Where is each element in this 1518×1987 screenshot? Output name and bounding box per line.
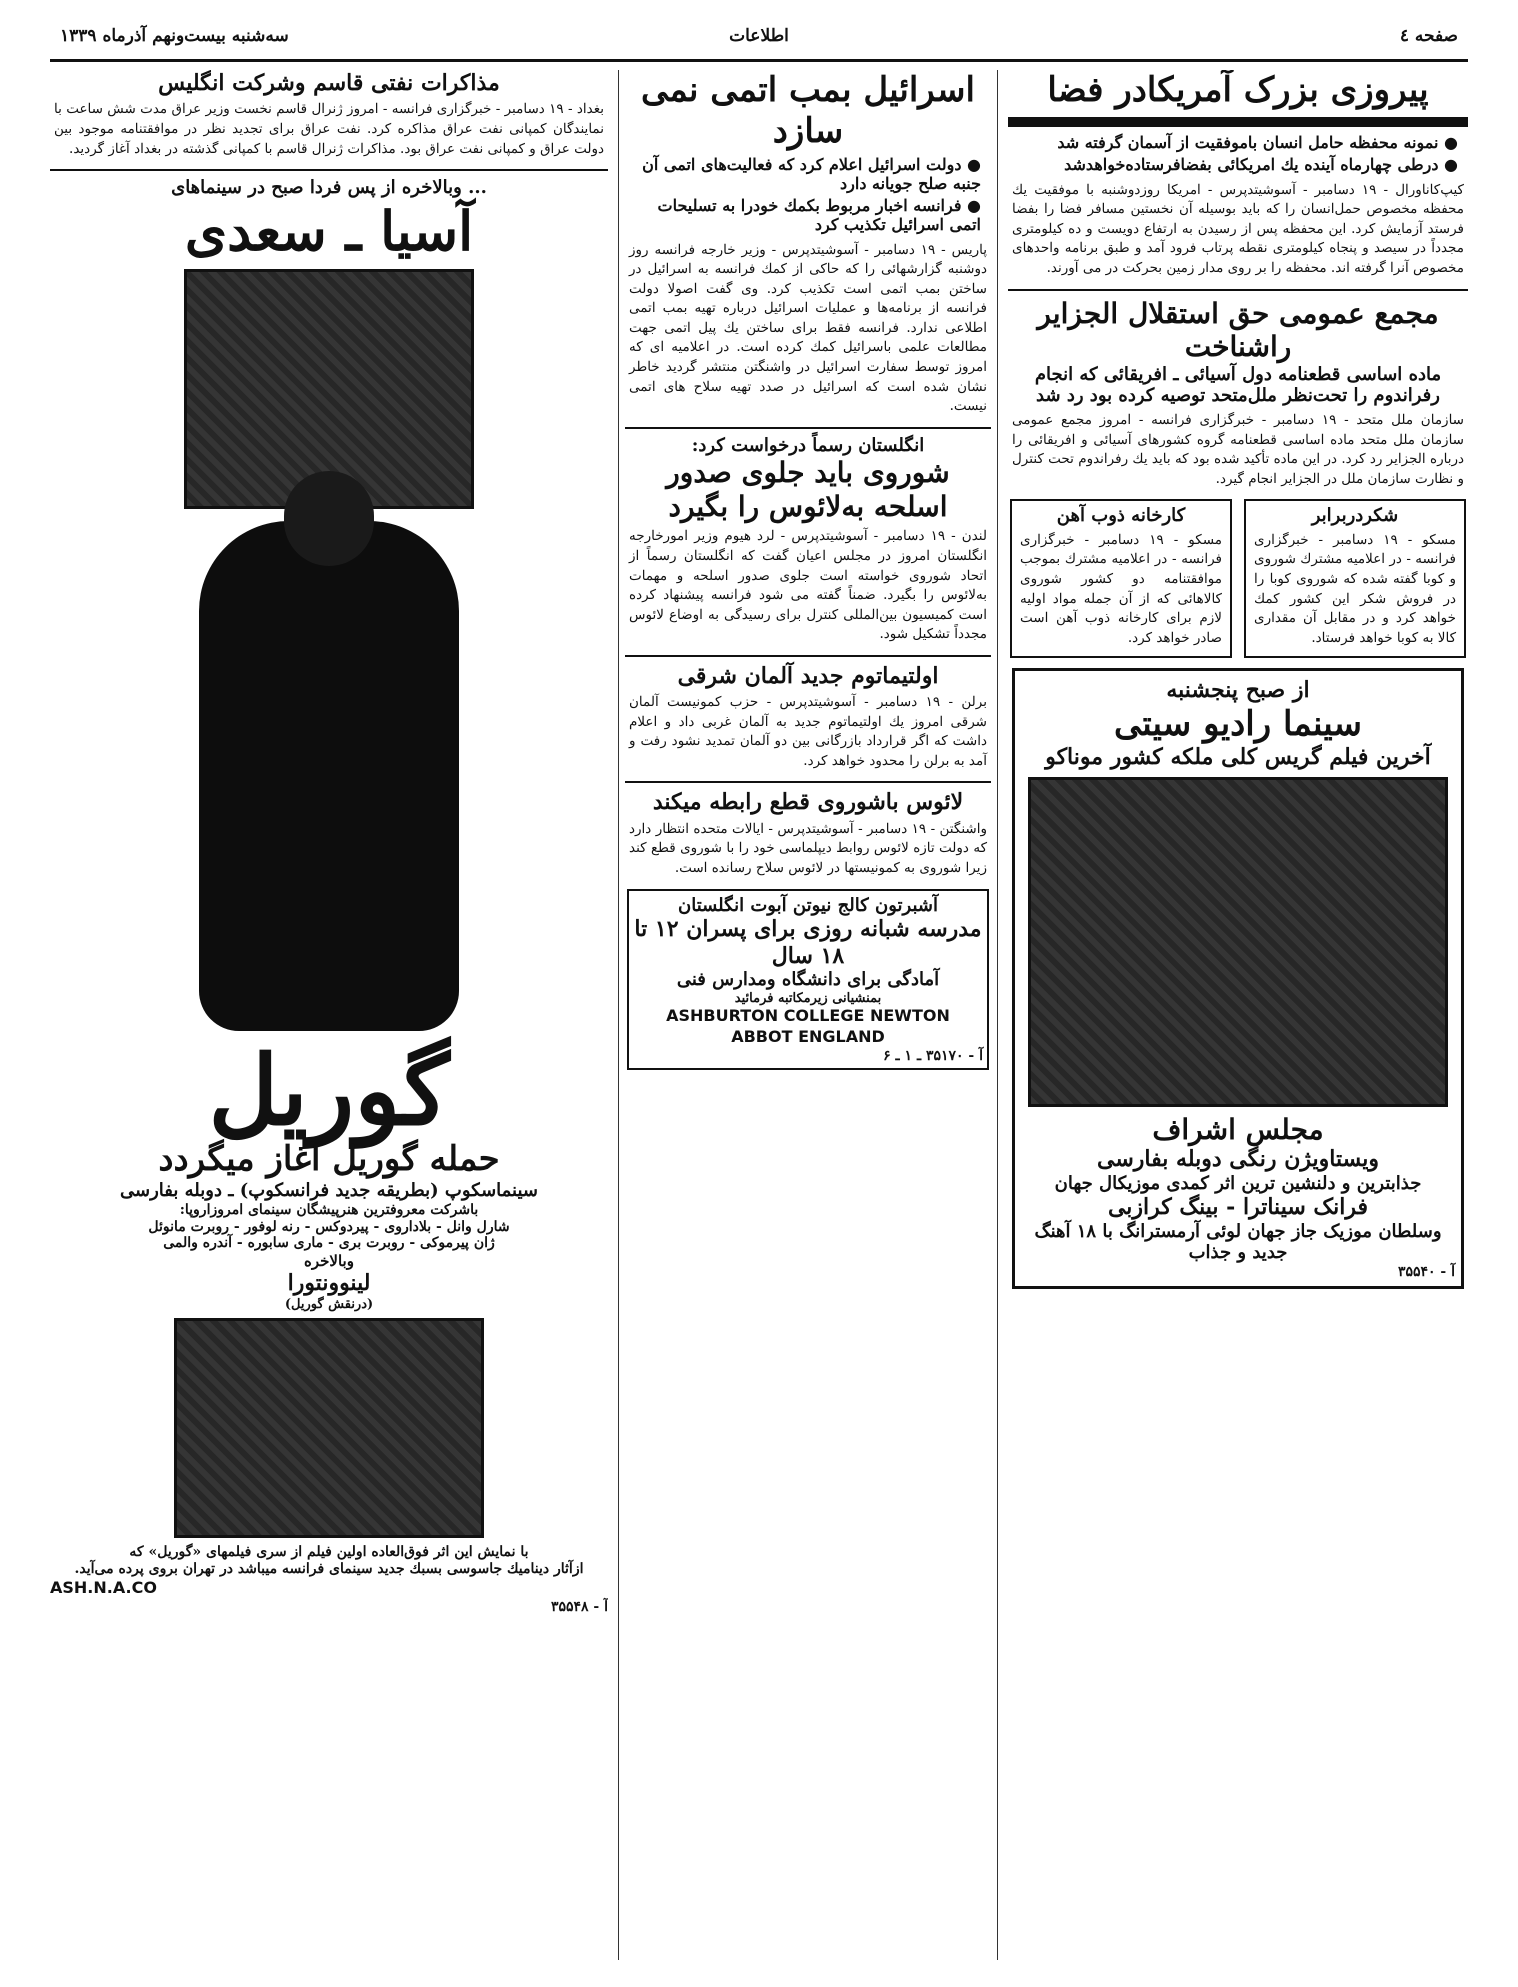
article-laos-soviet: واشنگتن - ۱۹ دسامبر - آسوشیتدپرس - ایالات متحده انتظار دارد که دولت تازه لائوس روابط دیپلماسی خود را با شوروی قطع کند زیرا شوروی به کمونیستها در لائوس سلاح رسانده است. bbox=[629, 820, 987, 876]
masthead bbox=[50, 22, 1468, 62]
bullet-israel-2: ● فرانسه اخبار مربوط بکمك خودرا به تسلیحات اتمی اسرائیل تکذیب کرد bbox=[625, 196, 981, 234]
article-east-germany: برلن - ۱۹ دسامبر - آسوشیتدپرس - حزب کمونیست آلمان شرقی امروز یك اولتیماتوم جدید به آلمان غربی داد و اعلام داشت که اگر قرارداد بازرگانی بین دو آلمان تمدید نشود رفت و آمد به برلن را محدود خواهد کرد. bbox=[629, 694, 987, 769]
divider bbox=[50, 169, 608, 171]
box-steel-body: مسکو - ۱۹ دسامبر - خبرگزاری فرانسه - در اعلامیه مشترك بموجب موافقتنامه دو کشور شوروی کالاهائی که از آن جمله مواد اولیه لازم برای کارخانه ذوب آهن است صادر خواهد کرد. bbox=[1020, 531, 1222, 646]
article-space: کیپ‌کاناورال - ۱۹ دسامبر - آسوشیتدپرس - امریکا روزدوشنبه با موفقیت یك محفظه مخصوص حمل‌انسان را كه باید بوسیله آن نخستین مسافر فضا را بفضا فرستد آزمایش کرد. این محفظه پس از رسیدن به ارتفاع دویست و ده کیلومتری مجدداً در سیصد و پنجاه کیلومتری نقطه پرتاب فرود آمد و طبق برنامه واحدهای مخصوص آنرا گرفته اند. محفظه را بر روی مدار زمین بحرکت در می آورند. bbox=[1012, 181, 1464, 277]
headline-laos-soviet: لائوس باشوروی قطع رابطه میکند bbox=[652, 789, 964, 816]
ad-gorilla-line1: حمله گوریل آغاز میگردد bbox=[158, 1139, 500, 1180]
ad-ashburton-sub: آمادگی برای دانشگاه ومدارس فنی bbox=[676, 968, 940, 990]
headline-east-germany: اولتیماتوم جدید آلمان شرقی bbox=[677, 662, 939, 689]
bullet-2: ● درطی چهارماه آینده یك امریكائی بفضافرستاده‌خواهدشد bbox=[1008, 155, 1458, 174]
ad-gorilla-foot2: ازآثار دینامیك جاسوسی بسبك جدید سینمای فرانسه میباشد در تهران بروی پرده می‌آید. bbox=[74, 1561, 584, 1578]
ad-radio-title: سینما رادیو سیتی bbox=[1113, 703, 1363, 744]
ad-gorilla-star: لینوونتورا bbox=[287, 1270, 371, 1297]
headline-israel: اسرائیل بمب اتمی نمی سازد bbox=[641, 70, 975, 151]
headline-space: پیروزی بزرک آمریکادر فضا bbox=[1047, 70, 1429, 110]
ad-radio-desc: جذابترین و دلنشین ترین اثر کمدی موزیکال جهان bbox=[1054, 1172, 1422, 1194]
ad-gorilla-photo-2 bbox=[174, 1318, 484, 1538]
ad-gorilla-tel: آ - ۳۵۵۴۸ bbox=[550, 1598, 608, 1615]
article-iraq: بغداد - ۱۹ دسامبر - خبرگزاری فرانسه - امروز ژنرال قاسم نخست وزیر عراق مدت شش ساعت با نمایندگان کمپانی نفت عراق مذاکره کرد. نفت عراق برای تجدید نظر در موافقتنامه موجود بین دولت عراق و کمپانی نفت عراق بود. مذاکرات ژنرال قاسم با کمپانی گذشته در بغداد آغاز گردید. bbox=[54, 101, 604, 157]
box-sugar-title: شکردربرابر bbox=[1311, 505, 1399, 527]
headline-laos: شوروی باید جلوی صدور اسلحه به‌لائوس را بگیرد bbox=[666, 456, 950, 523]
newspaper-page bbox=[50, 70, 1468, 1960]
ad-gorilla-role: (درنقش گوریل) bbox=[284, 1296, 374, 1312]
ad-ashburton-note: بمنشیانی زیرمکاتبه فرمائید bbox=[734, 990, 882, 1006]
headline-iraq: مذاکرات نفتی قاسم وشرکت انگلیس bbox=[158, 70, 500, 96]
ad-gorilla-title: گوریل bbox=[208, 1034, 450, 1148]
short-news-row bbox=[1008, 493, 1468, 664]
ad-radio-pre: از صبح پنجشنبه bbox=[1166, 677, 1310, 704]
ad-gorilla-cast1: شارل وانل - بلاداروی - پیردوکس - رنه لوفور - روبرت مانوئل bbox=[148, 1218, 510, 1235]
ad-radio-cast: فرانک سیناترا - بینگ کرازبی bbox=[1107, 1194, 1369, 1221]
bullet-1: ● نمونه محفظه حامل انسان باموفقیت از آسمان گرفته شد bbox=[1008, 133, 1458, 152]
headline-bar bbox=[1008, 117, 1468, 127]
kicker-laos: انگلستان رسماً درخواست کرد: bbox=[691, 434, 925, 456]
ad-radio-line: آخرین فیلم گریس کلی ملکه کشور موناکو bbox=[1045, 744, 1431, 771]
ad-gorilla-cast2: ژان پیرموکی - روبرت بری - ماری سابوره - آندره والمی bbox=[163, 1235, 495, 1252]
ad-ashburton-head: آشبرتون کالج نیوتن آبوت انگلستان bbox=[677, 894, 938, 916]
ad-radio-city bbox=[1012, 668, 1464, 1289]
bullet-israel-1: ● دولت اسرائیل اعلام کرد که فعالیت‌های اتمی آن جنبه صلح جویانه دارد bbox=[625, 155, 981, 193]
ad-gorilla-and: وبالاخره bbox=[304, 1252, 354, 1271]
divider bbox=[625, 427, 991, 429]
box-steel-title: کارخانه ذوب آهن bbox=[1056, 505, 1186, 527]
ad-ashburton-eng-1: ASHBURTON COLLEGE NEWTON bbox=[666, 1006, 950, 1026]
article-israel: پاریس - ۱۹ دسامبر - آسوشیتدپرس - وزیر خارجه فرانسه روز دوشنبه گزارشهائی را که حاکی از کمك فرانسه به اسرائیل در ساختن بمب اتمی است تکذیب کرد. وی گفت اصولا دولت فرانسه از برنامه‌ها و عملیات اسرائیل درباره تهیه بمب اتمی اطلاعی ندارد. فرانسه فقط برای ساختن یك پیل اتمی جهت مطالعات علمی باسرائیل کمك کرده است. در اعلامیه ای که امروز توسط سفارت اسرائیل در واشنگتن منتشر گردید خاطر نشان شده است که اسرائیل در صدد تهیه سلاح های اتمی نیست. bbox=[629, 241, 987, 415]
ad-ashburton-title: مدرسه شبانه روزی برای پسران ۱۲ تا ۱۸ سال bbox=[634, 916, 982, 969]
article-algeria: سازمان ملل متحد - ۱۹ دسامبر - خبرگزاری فرانسه - امروز مجمع عمومی سازمان ملل متحد ماده اساسی قطعنامه گروه کشورهای آسیائی و افریقائی را درباره الجزایر رد کرد. در این ماده تأکید شده بود که باید یك رفراندوم تحت کنترل و نظارت سازمان ملل در الجزایر انجام گیرد. bbox=[1012, 411, 1464, 487]
page-number: صفحه ٤ bbox=[1399, 26, 1458, 46]
column-middle bbox=[618, 70, 998, 1960]
ad-radio-cast2: وسلطان موزیک جاز جهان لوئی آرمسترانگ با ۱۸ آهنگ جدید و جذاب bbox=[1034, 1220, 1442, 1264]
ad-gorilla-line3: باشرکت معروفترین هنرپیشگان سینمای امروزاروپا: bbox=[179, 1201, 479, 1218]
ad-gorilla-pre: ... وبالاخره از پس فردا صبح در سینماهای bbox=[171, 177, 487, 199]
ad-radio-format: ویستاویژن رنگی دوبله بفارسی bbox=[1097, 1146, 1379, 1173]
ad-gorilla-cinemas: آسیا ـ سعدی bbox=[184, 198, 474, 263]
ad-gorilla-agency: ASH.N.A.CO bbox=[50, 1577, 157, 1597]
gorilla-figure bbox=[199, 521, 459, 1031]
box-sugar bbox=[1244, 499, 1466, 658]
ad-gorilla-line2: سینماسکوپ (بطریقه جدید فرانسکوپ) ـ دوبله بفارسی bbox=[119, 1180, 538, 1202]
ad-gorilla-foot1: با نمایش این اثر فوق‌العاده اولین فیلم از سری فیلمهای «گوریل» که bbox=[129, 1544, 529, 1561]
headline-algeria: مجمع عمومی حق استقلال الجزایر راشناخت bbox=[1037, 296, 1439, 364]
box-steel bbox=[1010, 499, 1232, 658]
subhead-algeria: ماده اساسی قطعنامه دول آسیائی ـ افریقائی که انجام رفراندوم را تحت‌نظر ملل‌متحد توصیه کرده بود رد شد bbox=[1034, 363, 1442, 407]
ad-radio-movie: مجلس اشراف bbox=[1152, 1112, 1324, 1146]
ad-radio-tel: آ - ۳۵۵۴۰ bbox=[1397, 1263, 1455, 1280]
paper-name: اطلاعات bbox=[729, 26, 789, 46]
divider bbox=[1008, 289, 1468, 291]
ad-ashburton-tel: آ - ۳۵۱۷۰ ـ ۱ ـ ۶ bbox=[883, 1047, 983, 1064]
column-left bbox=[50, 70, 608, 1960]
divider bbox=[625, 655, 991, 657]
article-laos: لندن - ۱۹ دسامبر - آسوشیتدپرس - لرد هیوم وزیر امورخارجه انگلستان امروز در مجلس اعیان گفت که انگلستان رسماً از اتحاد شوروی خواسته است جلوی صدور اسلحه و مهمات به‌لائوس را بگیرد. ضمناً گفته می شود فرانسه پیشنهاد کرده است کمیسیون بین‌المللی کنترل برای رسیدگی به اوضاع لائوس مجدداً تشکیل شود. bbox=[629, 528, 987, 643]
ad-radio-photo bbox=[1028, 777, 1448, 1107]
box-sugar-body: مسکو - ۱۹ دسامبر - خبرگزاری فرانسه - در اعلامیه مشترك شوروی و کوبا گفته شده که شوروی کوبا را در فروش شکر این کشور کمك خواهد کرد و در مقابل آن مقداری کالا به کوبا خواهد فرستاد. bbox=[1254, 531, 1456, 646]
divider bbox=[625, 781, 991, 783]
ad-ashburton bbox=[627, 889, 989, 1070]
issue-date: سه‌شنبه بیست‌ونهم آذرماه ۱۳۳۹ bbox=[60, 26, 289, 46]
ad-ashburton-eng-2: ABBOT ENGLAND bbox=[731, 1026, 885, 1046]
column-right bbox=[1008, 70, 1468, 1960]
